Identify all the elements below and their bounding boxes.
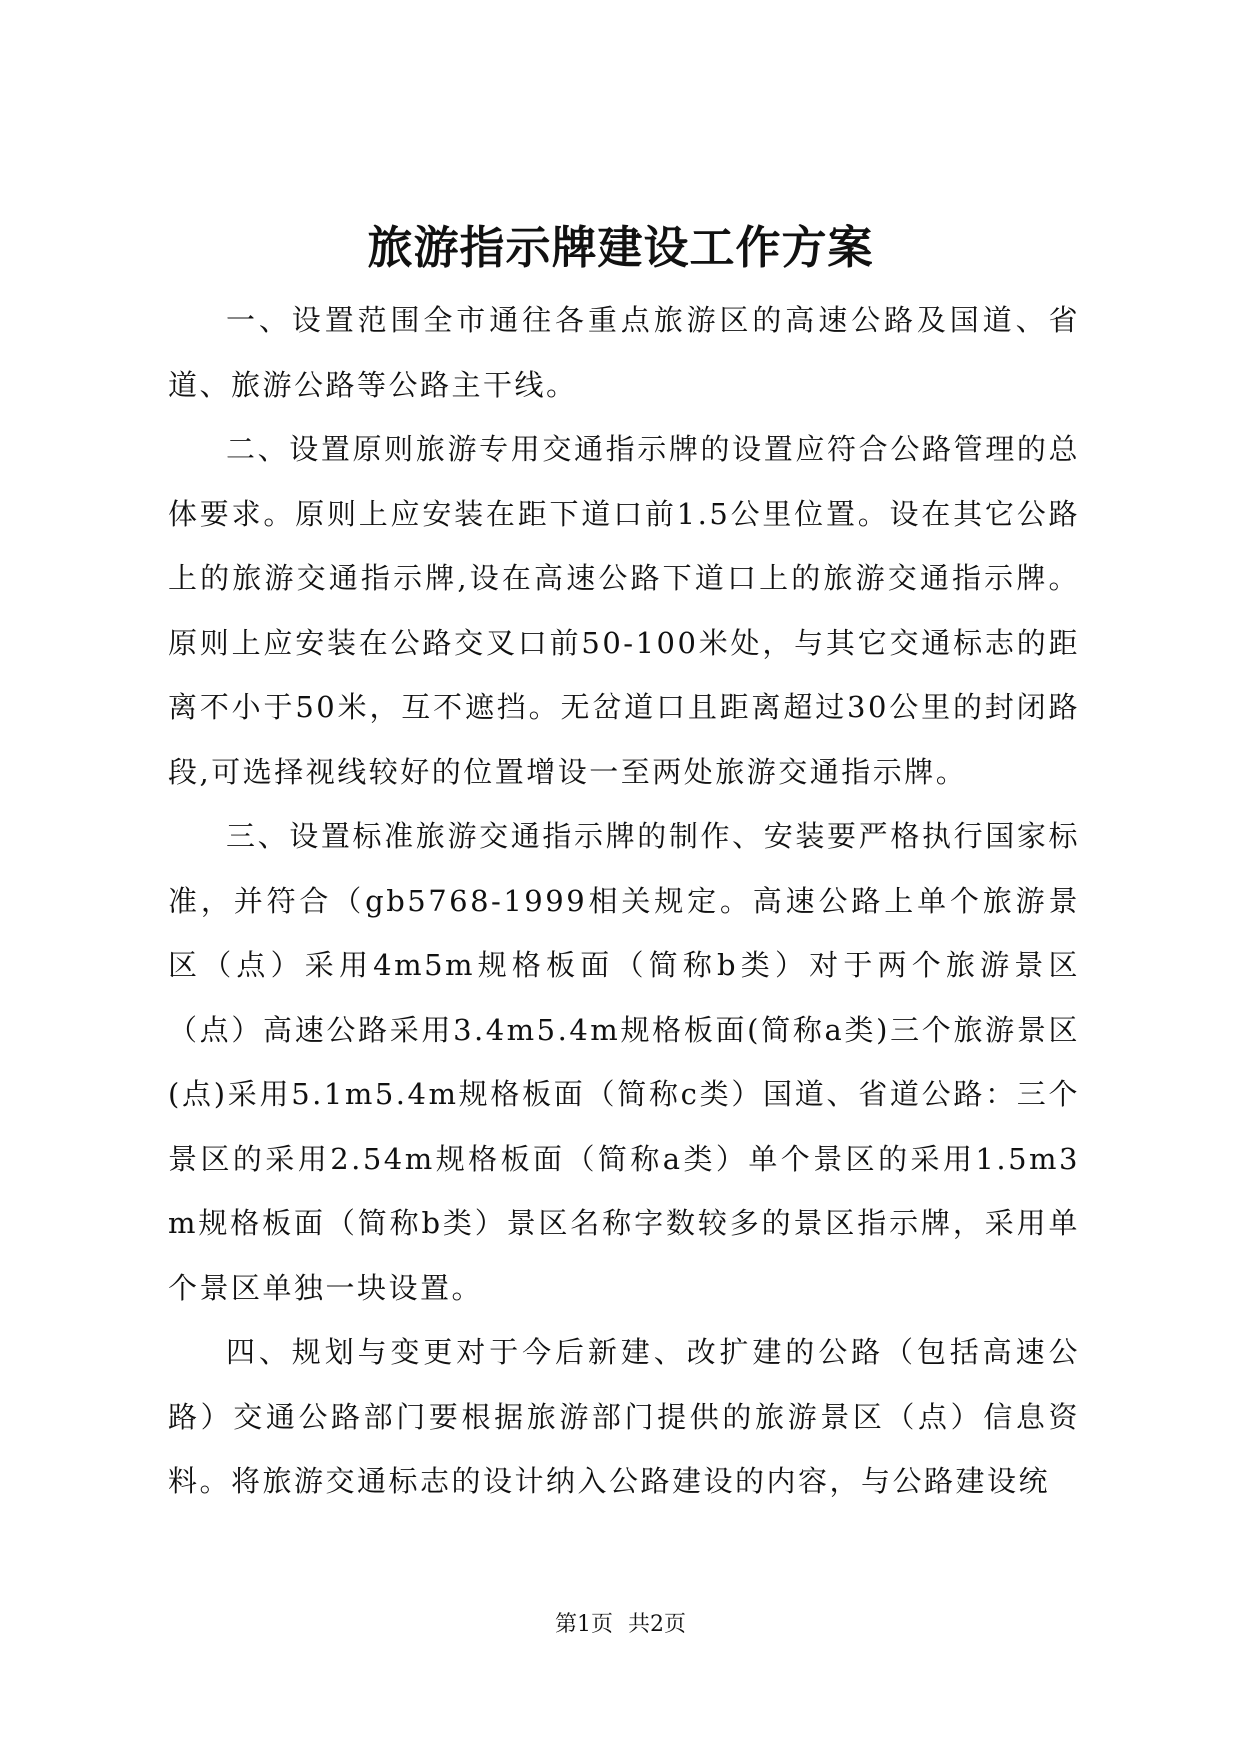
paragraph-standards: 三、设置标准旅游交通指示牌的制作、安装要严格执行国家标准，并符合（gb5768-1999相关规定。高速公路上单个旅游景区（点）采用4m5m规格板面（简称b类）对于两个旅游景区（点）高速公路采用3.4m5.4m规格板面(简称a类)三个旅游景区(点)采用5.1m5.4m规格板面（简称c类）国道、省道公路：三个景区的采用2.54m规格板面（简称a类）单个景区的采用1.5m3m规格板面（简称b类）景区名称字数较多的景区指示牌，采用单个景区单独一块设置。	[168, 819, 1080, 1305]
paragraph-planning: 四、规划与变更对于今后新建、改扩建的公路（包括高速公路）交通公路部门要根据旅游部门提供的旅游景区（点）信息资料。将旅游交通标志的设计纳入公路建设的内容，与公路建设统	[168, 1335, 1080, 1498]
paragraph-principles: 二、设置原则旅游专用交通指示牌的设置应符合公路管理的总体要求。原则上应安装在距下道口前1.5公里位置。设在其它公路上的旅游交通指示牌,设在高速公路下道口上的旅游交通指示牌。原则上应安装在公路交叉口前50-100米处，与其它交通标志的距离不小于50米，互不遮挡。无岔道口且距离超过30公里的封闭路段,可选择视线较好的位置增设一至两处旅游交通指示牌。	[168, 432, 1080, 789]
page-number: 第1页	[555, 1612, 613, 1637]
paragraph-scope: 一、设置范围全市通往各重点旅游区的高速公路及国道、省道、旅游公路等公路主干线。	[168, 303, 1080, 402]
document-body	[168, 288, 1080, 1514]
page-total: 共2页	[628, 1612, 686, 1637]
document-title: 旅游指示牌建设工作方案	[367, 221, 874, 274]
page-footer	[0, 1610, 1241, 1640]
